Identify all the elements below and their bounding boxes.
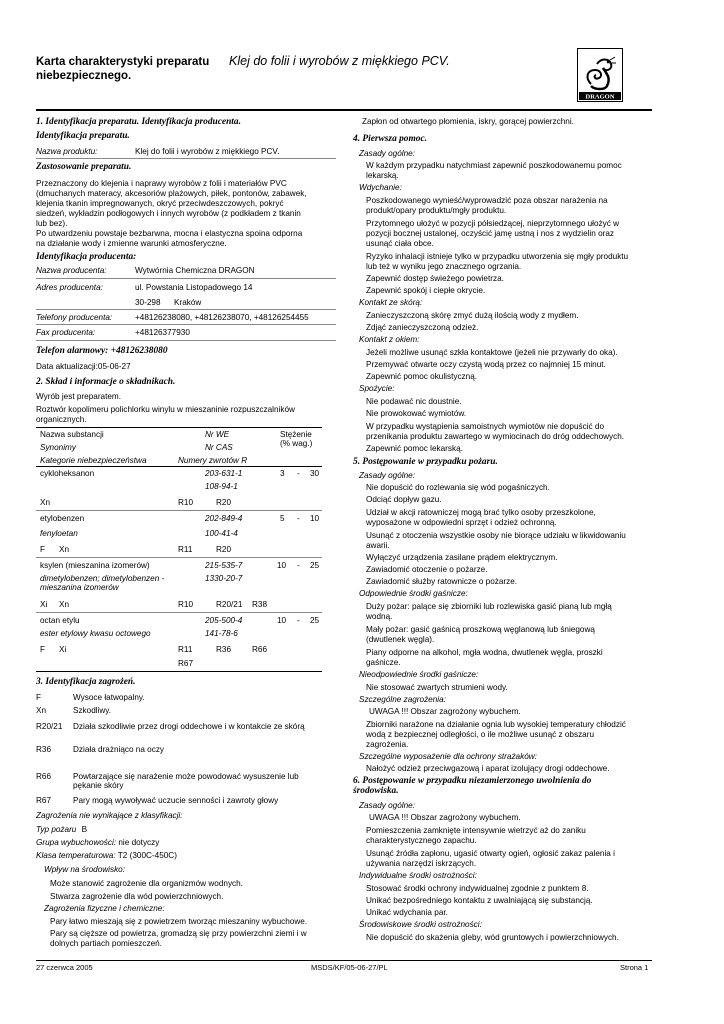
r-label: Kontakt ze skórą: [359,298,423,307]
s2-line2: Roztwór kopolimeru polichlorku winylu w mieszaninie rozpuszczalników [36,405,295,414]
row-we: 205-500-4 [205,616,243,625]
r-line: Zawiadomić otoczenie o pożarze. [366,565,488,574]
row-conc-dash: - [297,469,300,478]
s2-line3: organicznych. [36,415,87,424]
r-line: Odciąć dopływ gazu. [366,495,442,504]
header-title [36,55,209,83]
row-conc-dash: - [297,561,300,570]
temp-class [36,851,177,861]
row-divider [36,612,322,613]
row-name: etylobenzen [40,514,85,523]
use-line: Po utwardzeniu powstaje bezbarwna, mocna i elastyczna spoina odporna [36,229,303,238]
row-conc-dash: - [297,514,300,523]
th-conc1: Stężenie [280,430,312,439]
hazard-code: R66 [36,772,52,781]
row-syn: fenyloetan [40,529,78,538]
row-syn: ester etylowy kwasu octowego [40,629,151,638]
r-line: W każdym przypadku natychmiast zapewnić poszkodowanemu pomoc [366,161,622,170]
s5-heading: 5. Postępowanie w przypadku pożaru. [353,457,498,467]
hazard-text: Działa szkodliwie przez drogi oddechowe i w kontakcie ze skórą [73,722,305,731]
r-line: wodną. [366,612,393,621]
row-name: octan etylu [40,616,80,625]
row-r3: R66 [252,645,268,654]
th-cas: Nr CAS [205,443,233,452]
row-r4: R67 [178,659,194,668]
update-date: Data aktualizacji:05-06-27 [36,362,131,371]
r-line: Nie dopuścić do rozlewania się wód pogaśniczych. [366,483,550,492]
explosion-value: nie dotyczy [118,838,160,847]
row-conc-max: 25 [310,561,320,570]
r-line: produkt/opary produktu/mgły produktu. [366,206,507,215]
r-label: Szczególne wyposażenie dla ochrony strażaków: [359,752,537,761]
env-line: Może stanowić zagrożenie dla organizmów wodnych. [50,879,243,888]
s1-sub2: Zastosowanie preparatu. [36,162,132,172]
hazard-text: Wysoce łatwopalny. [73,693,145,702]
row-cas: 141-78-6 [205,629,238,638]
r-line: gaśnicze. [366,658,401,667]
row-r2: R20/21 [216,600,243,609]
r-line: Przytomnego ułożyć w pozycji półsiedzącej, nieprzytomnego ułożyć w [366,219,620,228]
r-line: W przypadku wystąpienia samoistnych wymiotów nie dopuścić do [366,422,604,431]
dragon-logo-icon [577,48,623,102]
use-line: Przeznaczony do klejenia i naprawy wyrobów z folii i materiałów PVC [36,179,287,188]
env-line: Stwarza zagrożenie dla wód powierzchniowych. [50,892,224,901]
r-line: Zapewnić pomoc lekarską. [366,444,463,453]
r-label: Nieodpowiednie środki gaśnicze: [359,670,479,679]
r-label: Zasady ogólne: [359,149,415,158]
producer-label: Nazwa producenta: [36,266,107,275]
s4-heading: 4. Pierwsza pomoc. [353,134,427,144]
r-line: UWAGA !!! Obszar zagrożony wybuchem. [369,813,521,822]
th-we: Nr WE [205,430,230,439]
row-cat2: Xi [59,645,67,654]
hazard-code: F [36,693,42,702]
r-label: Zasady ogólne: [359,471,415,480]
r-line: UWAGA !!! Obszar zagrożony wybuchem. [369,707,521,716]
row-cat1: F [40,545,46,554]
row-syn: dimetylobenzen; dimetylobenzen - mieszanina izomerów [40,574,165,592]
r-line: wyposażone w odpowiedni sprzęt i odzież ochronną. [366,518,557,527]
row-r3: R38 [252,600,268,609]
r-line: awarii. [366,541,390,550]
divider [36,324,336,325]
r-line: przenikania produktu zawartego w wymiocinach do dróg oddechowych. [366,432,625,441]
row-r1: R11 [178,545,193,554]
product-name-value: Klej do folii i wyrobów z miękkiego PCV. [135,147,280,156]
r-line: Jeżeli możliwe usunąć szkła kontaktowe (jeżeli nie przywarły do oka). [366,348,618,357]
product-name-label: Nazwa produktu: [36,147,98,156]
r-line: Mały pożar: gasić gaśnicą proszkową węglanową lub śniegową [366,625,595,634]
r-line: Nie dopuścić do skażenia gleby, wód gruntowych i powierzchniowych. [366,933,619,942]
row-cas: 1330-20-7 [205,574,243,583]
s3-heading: 3. Identyfikacja zagrożeń. [36,677,136,687]
row-r2: R20 [216,545,232,554]
r-line: pozycji bocznej ustalonej, oczyścić jamę ustną i nos z wydzielin oraz [366,229,615,238]
table-border [36,466,322,467]
r-line: charakterystycznego zapachu. [366,836,477,845]
phys-line: Pary łatwo mieszają się z powietrzem tworząc mieszaniny wybuchowe. [50,917,308,926]
header-product: Klej do folii i wyrobów z miękkiego PCV. [229,54,450,68]
r-label: Kontakt z okiem: [359,335,420,344]
s1-sub1: Identyfikacja preparatu. [36,131,130,141]
hazard-code: R67 [36,796,52,805]
r-line: Usunąć źródła zapłonu, ugasić otwarty ogień, ogłosić zakaz palenia i [366,849,615,858]
row-conc-max: 25 [310,616,320,625]
fire-type-label: Typ pożaru [36,825,77,834]
s6-heading [353,776,591,796]
row-cat2: Xn [59,545,70,554]
r-line: lub też w wyniku jego znacznego ogrzania. [366,262,522,271]
explosion-group [36,838,159,848]
fire-type-value: B [81,825,88,834]
hazard-code: R36 [36,745,52,754]
row-conc-max: 10 [310,514,320,523]
r-line: zagrożenia. [366,740,409,749]
use-line: siedzeń, wykładzin podłogowych i innych wyrobów (z podkładem z tkanin [36,209,301,218]
row-conc-min: 10 [277,561,287,570]
phys-line: Pary są cięższe od powietrza, gromadzą się przy powierzchni ziemi i w [50,929,307,938]
hazard-text: Działa drażniąco na oczy [73,745,165,754]
env-label: Wpływ na środowisko: [44,865,125,874]
s6-heading-line2: środowiska. [353,786,399,796]
row-cat1: F [40,645,46,654]
r-line: Zdjąć zanieczyszczoną odzież. [366,323,479,332]
row-r2: R20 [216,498,232,507]
r-line: Udział w akcji ratowniczej mogą brać tylko osoby przeszkolone, [366,508,596,517]
hazard-code: Xn [36,706,47,715]
fax-label: Fax producenta: [36,328,96,337]
r-line: wodą z bezpiecznej odległości, o ile możliwe usunąć z obszaru [366,730,595,739]
temp-label: Klasa temperaturowa: [36,851,116,860]
r-line: używania narzędzi iskrzących. [366,859,477,868]
r-label: Wdychanie: [359,183,402,192]
r-line: Nie prowokować wymiotów. [366,409,467,418]
s2-heading: 2. Skład i informacje o składnikach. [36,377,176,387]
hazard-text: Szkodliwy. [73,706,112,715]
divider [36,309,336,310]
address-label: Adres producenta: [36,283,103,292]
phone-value: +48126238080, +48126238070, +48126254455 [135,313,309,322]
r-line: Zbiorniki narażone na działanie ognia lub wysokiej temperatury chłodzić [366,720,626,729]
r-line: Zawiadomić służby ratownicze o pożarze. [366,577,518,586]
other-hazards-label: Zagrożenia nie wynikające z klasyfikacji: [36,811,183,820]
row-cat1: Xi [40,600,48,609]
header-title-line1: Karta charakterystyki preparatu [36,56,210,68]
row-conc-min: 10 [277,616,287,625]
divider [36,158,336,159]
phys-line: dolnych partiach pomieszczeń. [50,939,162,948]
th-syn: Synonimy [40,443,76,452]
row-name: ksylen (mieszanina izomerów) [40,561,150,570]
r-line: Unikać bezpośredniego kontaktu z uwalniającą się substancją. [366,896,593,905]
r-line: Piany odporne na alkohol, mgła wodna, dwutlenek węgla, proszki [366,648,603,657]
temp-value: T2 (300C-450C) [117,851,177,860]
header-title-line2: niebezpiecznego. [36,70,132,82]
use-paragraph [36,179,336,249]
r-line: Nałożyć odzież przeciwgazową i aparat izolujący drogi oddechowe. [366,764,610,773]
divider [36,340,336,341]
row-cat1: Xn [40,498,51,507]
r-line: (dwutlenek węgla). [366,635,435,644]
s2-line1: Wyrób jest preparatem. [36,392,122,401]
phys-label: Zagrożenia fizyczne i chemiczne: [44,904,165,913]
use-line: klejenia tkanin impregnowanych, okryć przeciwdeszczowych, pokryć [36,199,284,208]
alarm-phone: Telefon alarmowy: +48126238080 [36,346,168,356]
r-label: Spożycie: [359,384,395,393]
row-conc-min: 3 [280,469,285,478]
s6-heading-line1: 6. Postępowanie w przypadku niezamierzonego uwolnienia do [353,776,592,786]
dragon-logo-text: DRAGON [585,93,615,101]
row-r1: R10 [178,498,194,507]
row-cat2: Xn [59,600,70,609]
r-line: Zapewnić dostęp świeżego powietrza. [366,274,504,283]
r-line: Poszkodowanego wynieść/wyprowadzić poza obszar narażenia na [366,196,608,205]
footer-code: MSDS/KF/05-06-27/PL [311,963,388,972]
row-divider [36,557,322,558]
table-border [36,671,322,672]
r-line: Wyłączyć urządzenia zasilane prądem elektrycznym. [366,553,558,562]
r-top-line: Zapłon od otwartego płomienia, iskry, gorącej powierzchni. [362,117,574,126]
r-line: Zapewnić spokój i ciepłe okrycie. [366,286,486,295]
row-we: 215-535-7 [205,561,243,570]
r-line: Przemywać otwarte oczy czystą wodą przez co najmniej 15 minut. [366,360,606,369]
r-label: Indywidualne środki ostrożności: [359,871,477,880]
s1-sub3: Identyfikacja producenta: [36,252,137,262]
r-line: Ryzyko inhalacji istnieje tylko w przypadku utworzenia się mgły produktu [366,252,629,261]
address-city: Kraków [174,298,202,307]
footer-date: 27 czerwca 2005 [36,963,93,972]
hazard-text: Pary mogą wywoływać uczucie senności i zawroty głowy [73,796,279,805]
header-divider [36,109,652,111]
row-we: 203-631-1 [205,469,243,478]
th-name: Nazwa substancji [40,430,104,439]
row-r1: R11 [178,645,193,654]
s1-heading: 1. Identyfikacja preparatu. Identyfikacja producenta. [36,117,241,127]
r-line: Nie podawać nic doustnie. [366,397,462,406]
use-line: lub bez). [36,219,68,228]
row-conc-max: 30 [310,469,320,478]
address-line1: ul. Powstania Listopadowego 14 [135,283,253,292]
producer-value: Wytwórnia Chemiczna DRAGON [135,266,255,275]
table-border [36,427,322,428]
row-cas: 108-94-1 [205,482,238,491]
phone-label: Telefony producenta: [36,313,113,322]
row-name: cykloheksanon [40,469,95,478]
th-conc2: (% wag.) [280,439,313,448]
hazard-text: Powtarzające się narażenie może powodować wysuszenie lub pękanie skóry [73,772,299,790]
r-line: Stosować środki ochrony indywidualnej zgodnie z punktem 8. [366,884,589,893]
address-zip: 30-298 [135,298,161,307]
footer-divider [36,960,652,961]
r-line: Duży pożar: palące się zbiorniki lub rozlewiska gasić pianą lub mgłą [366,602,612,611]
r-label: Zasady ogólne: [359,801,415,810]
fax-value: +48126377930 [135,328,190,337]
fire-type [36,825,87,835]
r-line: Zapewnić pomoc okulistyczną. [366,372,478,381]
divider [36,278,336,279]
r-label: Odpowiednie środki gaśnicze: [359,589,468,598]
r-line: Unikać wdychania par. [366,908,448,917]
row-conc-dash: - [297,616,300,625]
explosion-label: Grupa wybuchowości: [36,838,117,847]
r-line: Zanieczyszczoną skórę zmyć dużą ilością wody z mydłem. [366,311,579,320]
th-cat: Kategorie niebezpieczeństwa [40,456,147,465]
use-line: na działanie wody i zmienne warunki atmosferyczne. [36,239,227,248]
r-line: Nie stosować zwartych strumieni wody. [366,683,508,692]
r-line: usunąć ciała obce. [366,239,434,248]
row-cas: 100-41-4 [205,529,238,538]
r-line: Usunąć z otoczenia wszystkie osoby nie biorące udziału w likwidowaniu [366,531,626,540]
dragon-logo [577,48,623,102]
row-r1: R10 [178,600,194,609]
row-conc-min: 5 [280,514,285,523]
footer-page: Strona 1 [620,963,649,972]
use-line: (dmuchanych materacy, akcesoriów plażowych, piłek, pontonów, zabawek, [36,189,307,198]
hazard-code: R20/21 [36,722,63,731]
row-we: 202-849-4 [205,514,243,523]
r-label: Środowiskowe środki ostrożności: [359,920,482,929]
r-line: Pomieszczenia zamknięte intensywnie wietrzyć aż do zaniku [366,826,586,835]
th-r: Numery zwrotów R [178,456,248,465]
r-line: lekarską. [366,171,399,180]
row-r2: R36 [216,645,232,654]
r-label: Szczególne zagrożenia: [359,695,446,704]
row-divider [36,510,322,511]
